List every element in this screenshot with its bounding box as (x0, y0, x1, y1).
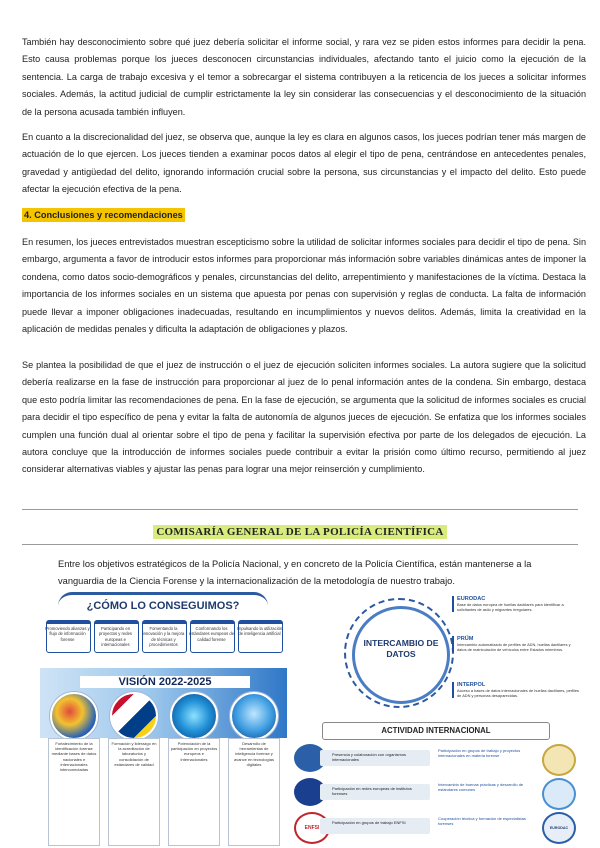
vision-card: Fortalecimiento de la identificación forense mediante bases de datos nacionales e internacionales interconectadas (48, 738, 100, 846)
paragraph-1: También hay desconocimiento sobre qué juez debería solicitar el informe social, y rara vez se piden estos informes para decidir la pena. Esto causa problemas porque los jueces desconocen circunstancias individuales, afectando tanto el juicio como la ejecución de la sentencia. La carga de trabajo excesiva y el temor a sobrecargar el sistema contribuyen a la reticencia de los jueces a solicitar informes sociales. Además, la actitud judicial de cumplir estrictamente la ley sin considerar las consecuencias y el desconocimiento de la situación de la persona acusada también influyen. (22, 37, 586, 117)
exchange-item (452, 596, 581, 612)
vision-card: Desarrollo de herramientas de inteligencia forense y avance en tecnologías digitales (228, 738, 280, 846)
exchange-item-text: Intercambio automatizado de perfiles de ADN, huellas dactilares y datos de matriculación de vehículos entre Estados miembros. (457, 642, 571, 652)
vision-card: Potenciación de la participación en proyectos europeos e internacionales (168, 738, 220, 846)
activity-title: ACTIVIDAD INTERNACIONAL (322, 722, 550, 740)
exchange-item (452, 636, 581, 652)
section-intro: Entre los objetivos estratégicos de la Policía Nacional, y en concreto de la Policía Científica, están mantenerse a la vanguardia de la Ciencia Forense y la internacionalización de la metodología de nuestro trabajo. (58, 559, 532, 586)
divider-top (22, 509, 578, 510)
activity-bar: Participación en grupos de trabajo ENFSI (320, 818, 430, 834)
activity-bar: Participación en redes europeas de institutos forenses (320, 784, 430, 800)
activity-row (292, 812, 578, 842)
activity-row (292, 778, 578, 808)
activity-row (292, 744, 578, 774)
enfsi-logo-text: ENFSI (304, 825, 320, 831)
vision-title: VISIÓN 2022-2025 (80, 676, 250, 688)
vision-card: Formación y liderazgo en la acreditación de laboratorios y consolidación de estándares de calidad (108, 738, 160, 846)
activity-text: Participación en grupos de trabajo y proyectos internacionales en materia forense (438, 748, 521, 758)
digital-globe-icon (170, 692, 218, 740)
exchange-item-text: Acceso a bases de datos internacionales de huellas dactilares, perfiles de ADN y personas desaparecidas. (457, 688, 579, 698)
how-step-caption: Conformando los estándares europeos de calidad forense (188, 626, 235, 642)
infographic-right-panel (292, 590, 578, 848)
spain-seal-icon (542, 744, 576, 776)
infographic-left-panel (40, 590, 287, 848)
how-title: ¿CÓMO LO CONSEGUIMOS? (58, 592, 268, 617)
section-heading: 4. Conclusiones y recomendaciones (24, 210, 183, 220)
how-step-caption: Promoviendo alianzas y flujo de información forense (45, 626, 90, 642)
how-step-caption: Impulsando la utilización de inteligencia artificial (236, 626, 283, 637)
paragraph-4: Se plantea la posibilidad de que el juez de instrucción o el juez de ejecución soliciten informes sociales. La autora sugiere que la solicitud debería realizarse en la fase de instrucción para proporcionar al juez de lo penal información antes de la condena. Sin embargo, destaca que esto podría limitar las recomendaciones de pena. En la fase de ejecución, se argumenta que la solicitud de informes sociales es crucial para decidir el tipo específico de pena y evitar la falta de autonomía de algunos jueces de ejecución. Se enfatiza que los informes sociales cumplen una función dual al orientar sobre el tipo de pena y facilitar la supervisión efectiva por parte de los delegados de ejecución. La autora concluye que la introducción de informes sociales puede contribuir a evitar la prisión como último recurso, permitiendo al juez considerar alternativas viables y ajustar las penas para lograr una mejor reinserción y cumplimiento. (22, 360, 586, 475)
exchange-item-text: Base de datos europea de huellas dactilares para identificar a solicitantes de asilo y migrantes irregulares. (457, 602, 564, 612)
exchange-item-name: INTERPOL (457, 682, 486, 688)
how-step-caption: Participando en proyectos y redes europeas e internacionales (98, 626, 133, 647)
how-step-caption: Fomentando la innovación y la mejora de técnicas y procedimientos (142, 626, 185, 647)
eurodac-seal-icon (542, 812, 576, 844)
exchange-item (452, 682, 581, 698)
section-title: COMISARÍA GENERAL DE LA POLICÍA CIENTÍFICA (0, 526, 600, 538)
infographic (40, 590, 578, 848)
network-sphere-icon (230, 692, 278, 740)
activity-text: Intercambio de buenas prácticas y desarrollo de estándares comunes (438, 782, 524, 792)
eurodac-seal-text: EURODAC (549, 826, 569, 830)
flags-collage-icon (110, 692, 158, 740)
exchange-item-name: EURODAC (457, 596, 486, 602)
paragraph-2: En cuanto a la discrecionalidad del juez, se observa que, aunque la ley es clara en algunos casos, los jueces podrían tener más margen de actuación de lo que ejercen. Los jueces tienden a examinar pocos datos al elegir el tipo de pena, centrándose en antecedentes penales, gravedad y antigüedad del delito, ignorando información crucial sobre la persona, sus circunstancias y el impacto del delito. Esto puede afectar la ejecución efectiva de la pena. (22, 132, 586, 195)
globe-flags-icon (50, 692, 98, 740)
paragraph-3: En resumen, los jueces entrevistados muestran escepticismo sobre la utilidad de solicitar informes sociales para decidir el tipo de pena. Sin embargo, argumenta a favor de introducir estos informes para proporcionar más información sobre variables dinámicas antes de imponer la condena, como datos socio-demográficos y penales, circunstancias del delito, arrepentimiento y manifestaciones de la víctima. Destaca la importancia de los informes sociales en un sistema que apuesta por penas con supervisión y reglas de conducta. La falta de información puede llevar a imponer obligaciones inadecuadas, resultando en incumplimientos y nuevos delitos. Además, limita la creatividad en la aplicación de medidas penales y dificulta la adaptación de obligaciones y plazos. (22, 237, 586, 335)
exchange-title: INTERCAMBIO DE DATOS (363, 638, 439, 659)
activity-bar: Presencia y colaboración con organismos internacionales (320, 750, 430, 766)
exchange-item-name: PRÜM (457, 636, 474, 642)
un-seal-icon (542, 778, 576, 810)
divider-bottom (22, 544, 578, 545)
activity-text: Cooperación técnica y formación de especialistas forenses (438, 816, 526, 826)
